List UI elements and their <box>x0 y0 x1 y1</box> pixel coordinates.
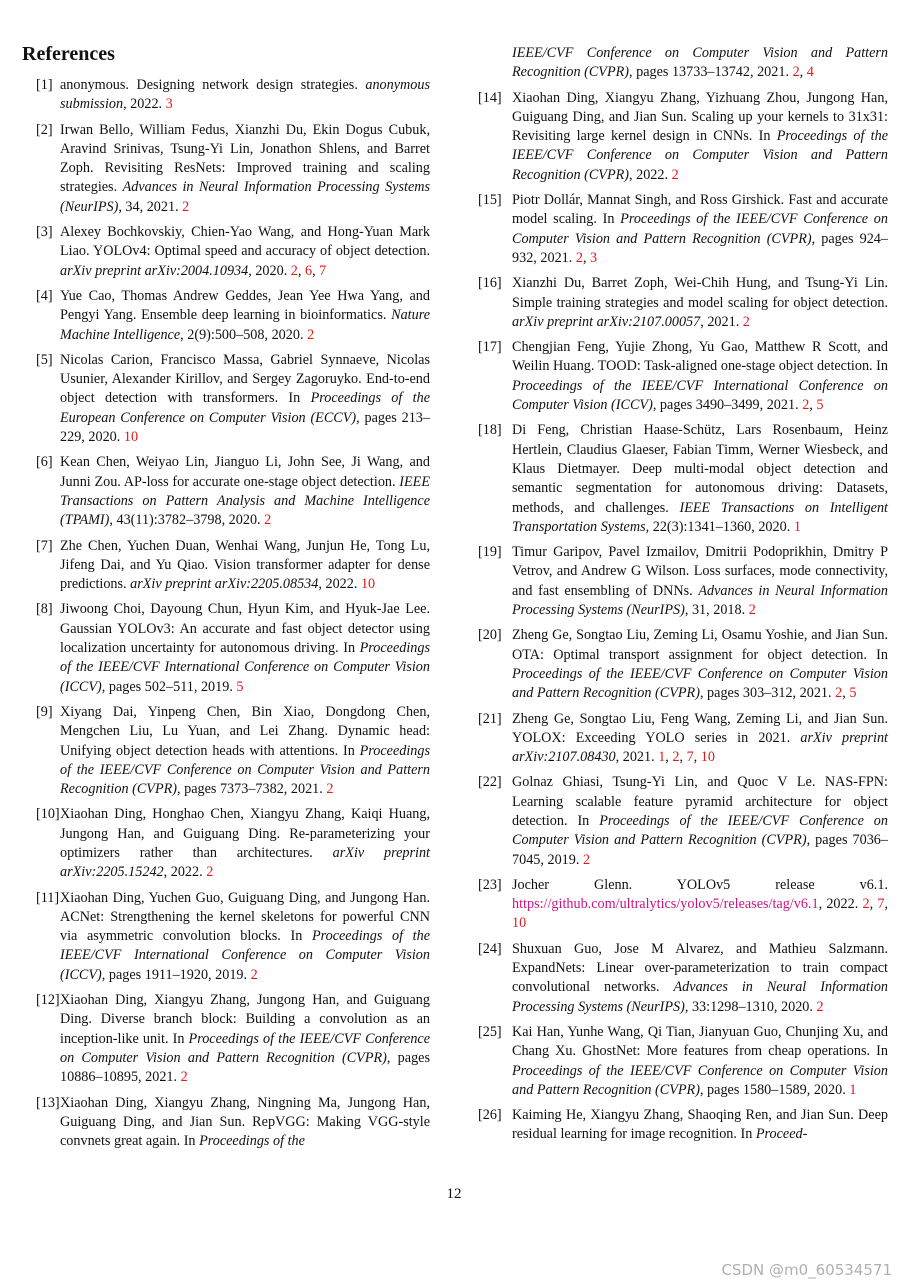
left-column <box>20 44 430 1157</box>
reference-venue: IEEE Transactions on Pattern Analysis and Machine Intelligence (TPAMI) <box>60 473 430 529</box>
continuation-details: , pages 13733–13742, 2021. <box>629 64 793 81</box>
reference-number: [26] <box>478 1107 502 1124</box>
citation-backlink[interactable]: 2 <box>835 685 843 702</box>
reference-venue: Proceedings of the IEEE/CVF Conference on Computer Vision and Pattern Recognition (CVPR) <box>512 211 888 247</box>
reference-number: [15] <box>478 192 502 209</box>
reference-number: [2] <box>36 121 53 138</box>
citation-backlink[interactable]: 2 <box>582 851 591 868</box>
citation-backlink[interactable]: 1 <box>849 1081 857 1098</box>
reference-number: [11] <box>36 889 60 906</box>
citation-backlink[interactable]: 2 <box>180 1069 188 1086</box>
citation-backlink[interactable]: 2 <box>862 896 870 913</box>
reference-entry <box>20 76 430 115</box>
reference-entry <box>20 991 430 1087</box>
reference-details: , 34, 2021. <box>118 198 183 215</box>
reference-number: [19] <box>478 544 502 561</box>
reference-entry <box>20 703 430 799</box>
reference-number: [3] <box>36 224 53 241</box>
citation-backlink[interactable]: 7 <box>877 896 885 913</box>
reference-details: , pages 7373–7382, 2021. <box>177 781 327 798</box>
reference-authors-title: Zheng Ge, Songtao Liu, Feng Wang, Zeming Li, and Jian Sun. YOLOX: Exceeding YOLO series in 2021. <box>512 710 888 746</box>
reference-authors-title: Kai Han, Yunhe Wang, Qi Tian, Jianyuan Guo, Chunjing Xu, and Chang Xu. GhostNet: More features from cheap operations. In <box>512 1023 888 1060</box>
reference-number: [20] <box>478 627 502 644</box>
reference-authors-title: Shuxuan Guo, Jose M Alvarez, and Mathieu Salzmann. ExpandNets: Linear over-parameterization to train compact convolutional networks. <box>512 940 888 996</box>
reference-venue: Proceedings of the European Conference on Computer Vision (ECCV) <box>60 390 431 426</box>
reference-details: , pages 7036–7045, 2019. <box>512 832 888 868</box>
reference-entry <box>20 453 430 530</box>
left-reference-list <box>20 76 430 1151</box>
citation-backlink[interactable]: 1 <box>793 518 801 535</box>
reference-number: [24] <box>478 940 502 957</box>
citation-backlink[interactable]: 2 <box>672 749 680 766</box>
reference-details: , pages 10886–10895, 2021. <box>60 1049 430 1086</box>
continuation-citations: 2, 4 <box>792 64 814 81</box>
reference-authors-title: Kaiming He, Xiangyu Zhang, Shaoqing Ren, and Jian Sun. Deep residual learning for image recognition. In <box>512 1107 888 1143</box>
citation-backlink[interactable]: 10 <box>700 749 715 766</box>
reference-number: [18] <box>478 422 502 439</box>
reference-details: , 2020. <box>248 262 291 279</box>
reference-entry <box>20 121 430 217</box>
reference-entry: [15] Piotr Dollár, Mannat Singh, and Ross Girshick. Fast and accurate model scaling. In Proceedings of the IEEE/CVF Conference on Computer Vision and Pattern Recognition (CVPR), pages 924–932, 2021. 2, 3 <box>478 192 888 266</box>
reference-venue: Proceedings of the <box>199 1133 305 1150</box>
reference-venue: arXiv preprint arXiv:2107.08430 <box>512 729 888 766</box>
reference-authors-title: Xiyang Dai, Yinpeng Chen, Bin Xiao, Dongdong Chen, Mengchen Liu, Lu Yuan, and Lei Zhang. Dynamic head: Unifying object detection heads with attentions. In <box>60 703 430 759</box>
citation-backlink[interactable]: 2 <box>290 262 298 279</box>
reference-authors-title: Xianzhi Du, Barret Zoph, Wei-Chih Hung, and Tsung-Yi Lin. Simple training strategies and model scaling for object detection. <box>512 275 888 311</box>
reference-authors-title: Piotr Dollár, Mannat Singh, and Ross Girshick. Fast and accurate model scaling. In <box>512 192 888 228</box>
reference-authors-title: Zhe Chen, Yuchen Duan, Wenhai Wang, Junjun He, Tong Lu, Jifeng Dai, and Yu Qiao. Vision transformer adapter for dense predictions. <box>60 537 430 593</box>
reference-details: , 33:1298–1310, 2020. <box>684 998 817 1015</box>
continuation-venue: IEEE/CVF Conference on Computer Vision and Pattern Recognition (CVPR) <box>512 45 888 81</box>
reference-authors-title: Jocher Glenn. YOLOv5 release v6.1. <box>512 876 888 893</box>
right-reference-list <box>478 89 888 1145</box>
citation-backlink[interactable]: 2 <box>802 397 810 414</box>
reference-number: [8] <box>36 601 53 618</box>
reference-details: , 31, 2018. <box>684 602 749 619</box>
citation-backlink[interactable]: 3 <box>590 249 598 266</box>
reference-authors-title: Xiaohan Ding, Xiangyu Zhang, Jungong Han, and Guiguang Ding. Diverse branch block: Building a convolution as an inception-like unit. In <box>60 992 430 1047</box>
reference-entry: [23] Jocher Glenn. YOLOv5 release v6.1. https://github.com/ultralytics/yolov5/releases/tag/v6.1, 2022. 2, 7, 10 <box>478 876 889 932</box>
citation-backlink[interactable]: 2 <box>326 781 334 798</box>
reference-authors-title: Golnaz Ghiasi, Tsung-Yi Lin, and Quoc V Le. NAS-FPN: Learning scalable feature pyramid architecture for object detection. In <box>512 774 888 829</box>
reference-entry <box>20 600 430 696</box>
reference-authors-title: Jiwoong Choi, Dayoung Chun, Hyun Kim, and Hyuk-Jae Lee. Gaussian YOLOv3: An accurate and fast object detector using localization uncertainty for autonomous driving. In <box>60 601 430 657</box>
citation-backlink[interactable]: 5 <box>816 397 824 414</box>
page-number: 12 <box>446 1186 462 1202</box>
reference-entry <box>20 1094 430 1152</box>
citation-backlink[interactable]: 1 <box>658 749 666 766</box>
reference-number: [22] <box>478 774 502 791</box>
reference-entry: [20] Zheng Ge, Songtao Liu, Zeming Li, Osamu Yoshie, and Jian Sun. OTA: Optimal transport assignment for object detection. In Proceedings of the IEEE/CVF Conference on Computer Vision and Pattern Recognition (CVPR), pages 303–312, 2021. 2, 5 <box>478 627 888 702</box>
reference-number: [14] <box>478 89 502 106</box>
reference-number: [1] <box>36 77 53 93</box>
reference-details: , pages 1580–1589, 2020. <box>699 1081 850 1098</box>
reference-venue: Nature Machine Intelligence <box>60 307 430 343</box>
reference-venue: Proceedings of the IEEE/CVF Conference on Computer Vision and Pattern Recognition (CVPR) <box>512 1062 888 1098</box>
reference-venue: Proceedings of the IEEE/CVF International Conference on Computer Vision (ICCV) <box>60 928 431 983</box>
reference-venue: arXiv preprint arXiv:2107.00057 <box>512 313 701 330</box>
reference-venue: Proceedings of the IEEE/CVF Conference on Computer Vision and Pattern Recognition (CVPR) <box>512 128 889 183</box>
reference-number: [7] <box>36 537 53 554</box>
reference-entry <box>478 89 888 185</box>
citation-backlink[interactable]: 2 <box>671 166 679 183</box>
reference-details: , pages 3490–3499, 2021. <box>652 397 803 414</box>
citation-backlink[interactable]: 2 <box>206 864 214 881</box>
reference-details: , 22(3):1341–1360, 2020. <box>645 518 794 535</box>
reference-details: , 43(11):3782–3798, 2020. <box>109 512 265 529</box>
reference-details: , 2021. <box>615 749 659 766</box>
reference-entry: [21] Zheng Ge, Songtao Liu, Feng Wang, Zeming Li, and Jian Sun. YOLOX: Exceeding YOLO series in 2021. arXiv preprint arXiv:2107.08430, 2021. 1, 2, 7, 10 <box>478 710 888 766</box>
citation-backlink[interactable]: 2 <box>307 326 315 343</box>
reference-details: , 2022. <box>163 864 207 881</box>
citation-backlink[interactable]: 5 <box>236 678 244 695</box>
citation-backlink[interactable]: 2 <box>816 998 824 1015</box>
reference-venue: Advances in Neural Information Processing Systems (NeurIPS) <box>512 582 888 619</box>
reference-entry <box>478 543 888 620</box>
citation-backlink[interactable]: 10 <box>512 915 527 932</box>
reference-number: [17] <box>478 339 502 356</box>
reference-entry <box>20 287 430 345</box>
reference-details: , 2022. <box>818 896 863 913</box>
citation-backlink[interactable]: 2 <box>742 313 750 330</box>
reference-number: [21] <box>478 710 502 727</box>
reference-13-continuation <box>478 44 888 83</box>
reference-venue: arXiv preprint arXiv:2205.15242 <box>60 844 430 881</box>
citation-backlink[interactable]: 3 <box>165 96 173 113</box>
reference-number: [5] <box>36 351 53 368</box>
citation-backlink[interactable]: 2 <box>182 198 190 215</box>
reference-authors-title: Xiaohan Ding, Yuchen Guo, Guiguang Ding, and Jungong Han. ACNet: Strengthening the kernel skeletons for powerful CNN via asymmetric convolution blocks. In <box>60 889 430 945</box>
citation-backlink[interactable]: 5 <box>849 685 857 702</box>
reference-authors-title: Xiaohan Ding, Honghao Chen, Xiangyu Zhang, Kaiqi Huang, Jungong Han, and Guiguang Ding. Re-parameterizing your optimizers rather than architectures. <box>60 806 430 861</box>
reference-entry <box>478 773 888 869</box>
reference-authors-title: Alexey Bochkovskiy, Chien-Yao Wang, and Hong-Yuan Mark Liao. YOLOv4: Optimal speed and accuracy of object detection. <box>60 224 430 260</box>
citation-backlink[interactable]: 4 <box>806 64 814 81</box>
citation-backlink[interactable]: 2 <box>792 64 800 81</box>
reference-details: , pages 213–229, 2020. <box>60 409 430 446</box>
reference-authors-title: Nicolas Carion, Francisco Massa, Gabriel Synnaeve, Nicolas Usunier, Alexander Kirillov, and Sergey Zagoruyko. End-to-end object detection with transformers. In <box>60 351 430 407</box>
reference-entry <box>20 889 430 985</box>
reference-details: , pages 502–511, 2019. <box>101 678 237 695</box>
reference-venue: Proceedings of the IEEE/CVF Conference on Computer Vision and Pattern Recognition (CVPR) <box>512 812 888 849</box>
reference-entry <box>20 351 430 447</box>
reference-authors-title: Zheng Ge, Songtao Liu, Zeming Li, Osamu Yoshie, and Jian Sun. OTA: Optimal transport assignment for object detection. In <box>512 627 888 663</box>
reference-authors-title: Di Feng, Christian Haase-Schütz, Lars Rosenbaum, Heinz Hertlein, Claudius Glaeser, Fabian Timm, Werner Wiesbeck, and Klaus Dietmayer. Deep multi-modal object detection and semantic segmentation for autonomous driving: Datasets, methods, and challenges. <box>512 422 888 516</box>
reference-details: , 2(9):500–508, 2020. <box>180 326 308 343</box>
reference-authors-title: Chengjian Feng, Yujie Zhong, Yu Gao, Matthew R Scott, and Weilin Huang. TOOD: Task-aligned one-stage object detection. In <box>512 339 888 375</box>
reference-number: [6] <box>36 454 53 471</box>
reference-details: , 2022. <box>123 96 166 113</box>
reference-authors-title: anonymous. Designing network design strategies. <box>60 77 366 93</box>
citation-backlink[interactable]: 10 <box>360 576 376 593</box>
reference-entry: [17] Chengjian Feng, Yujie Zhong, Yu Gao, Matthew R Scott, and Weilin Huang. TOOD: Task-aligned one-stage object detection. In Proceedings of the IEEE/CVF International Conference on Computer Vision (ICCV), pages 3490–3499, 2021. 2, 5 <box>478 339 888 414</box>
reference-number: [16] <box>478 275 502 292</box>
reference-number: [12] <box>36 992 60 1009</box>
reference-venue: Proceed- <box>755 1126 808 1143</box>
reference-details: , 2022. <box>629 166 672 183</box>
reference-number: [4] <box>36 287 53 304</box>
reference-entry <box>478 1023 888 1100</box>
reference-number: [9] <box>36 703 53 720</box>
reference-venue: Advances in Neural Information Processing Systems (NeurIPS) <box>60 179 431 215</box>
citation-backlink[interactable]: 2 <box>250 966 258 983</box>
reference-authors-title: Xiaohan Ding, Xiangyu Zhang, Yizhuang Zhou, Jungong Han, Guiguang Ding, and Jian Sun. Scaling up your kernels to 31x31: Revisiting large kernel design in CNNs. In <box>512 89 888 145</box>
reference-venue: Proceedings of the IEEE/CVF International Conference on Computer Vision (ICCV) <box>60 640 430 695</box>
reference-venue: Proceedings of the IEEE/CVF Conference on Computer Vision and Pattern Recognition (CVPR) <box>512 665 888 702</box>
watermark: CSDN @m0_60534571 <box>721 1261 892 1279</box>
reference-details: , 2022. <box>318 576 361 593</box>
citation-backlink[interactable]: 2 <box>575 249 583 266</box>
reference-entry <box>478 1106 888 1145</box>
reference-venue: IEEE Transactions on Intelligent Transportation Systems <box>512 499 889 535</box>
reference-authors-title: Yue Cao, Thomas Andrew Geddes, Jean Yee Hwa Yang, and Pengyi Yang. Ensemble deep learning in bioinformatics. <box>60 287 430 324</box>
citation-backlink[interactable]: 7 <box>319 262 327 279</box>
reference-authors-title: Timur Garipov, Pavel Izmailov, Dmitrii Podoprikhin, Dmitry P Vetrov, and Andrew G Wilson. Loss surfaces, mode connectivity, and fast ensembling of DNNs. <box>512 544 888 599</box>
reference-number: [25] <box>478 1023 502 1040</box>
citation-backlink[interactable]: 2 <box>264 512 272 529</box>
reference-entry <box>478 421 888 537</box>
reference-details: , pages 924–932, 2021. <box>512 230 888 266</box>
reference-venue: arXiv preprint arXiv:2205.08534 <box>130 576 319 593</box>
right-column <box>478 44 888 1151</box>
reference-authors-title: Irwan Bello, William Fedus, Xianzhi Du, Ekin Dogus Cubuk, Aravind Srinivas, Tsung-Yi Lin, Jonathon Shlens, and Barret Zoph. Revisiting ResNets: Improved training and scaling strategies. <box>60 121 430 196</box>
reference-venue: Proceedings of the IEEE/CVF Conference on Computer Vision and Pattern Recognition (CVPR) <box>60 1030 431 1066</box>
reference-entry <box>478 274 888 332</box>
reference-entry <box>478 940 888 1017</box>
citation-backlink[interactable]: 2 <box>748 602 756 619</box>
reference-authors-title: Xiaohan Ding, Xiangyu Zhang, Ningning Ma, Jungong Han, Guiguang Ding, and Jian Sun. RepVGG: Making VGG-style convnets great again. In <box>60 1094 430 1150</box>
reference-venue: Proceedings of the IEEE/CVF International Conference on Computer Vision (ICCV) <box>512 377 888 414</box>
citation-backlink[interactable]: 7 <box>686 749 694 766</box>
reference-entry: [3] Alexey Bochkovskiy, Chien-Yao Wang, and Hong-Yuan Mark Liao. YOLOv4: Optimal speed and accuracy of object detection. arXiv preprint arXiv:2004.10934, 2020. 2, 6, 7 <box>36 224 430 279</box>
reference-venue: anonymous submission <box>60 77 430 113</box>
reference-authors-title: Kean Chen, Weiyao Lin, Jianguo Li, John See, Ji Wang, and Junni Zou. AP-loss for accurate one-stage object detection. <box>60 454 430 490</box>
reference-number: [13] <box>36 1094 60 1111</box>
citation-backlink[interactable]: 10 <box>123 429 139 446</box>
reference-number: [10] <box>36 806 60 823</box>
reference-entry <box>20 805 430 882</box>
reference-venue: Proceedings of the IEEE/CVF Conference on Computer Vision and Pattern Recognition (CVPR) <box>60 742 430 798</box>
reference-details: , 2021. <box>700 313 743 330</box>
citation-backlink[interactable]: 6 <box>304 262 313 279</box>
references-heading: References <box>22 43 115 65</box>
reference-entry <box>20 537 430 595</box>
reference-url-link[interactable]: https://github.com/ultralytics/yolov5/releases/tag/v6.1 <box>512 896 819 913</box>
reference-number: [23] <box>478 876 502 893</box>
reference-details: , pages 1911–1920, 2019. <box>101 966 251 983</box>
reference-details: , pages 303–312, 2021. <box>699 685 836 702</box>
reference-venue: arXiv preprint arXiv:2004.10934 <box>60 262 249 279</box>
reference-venue: Advances in Neural Information Processing Systems (NeurIPS) <box>512 979 889 1015</box>
